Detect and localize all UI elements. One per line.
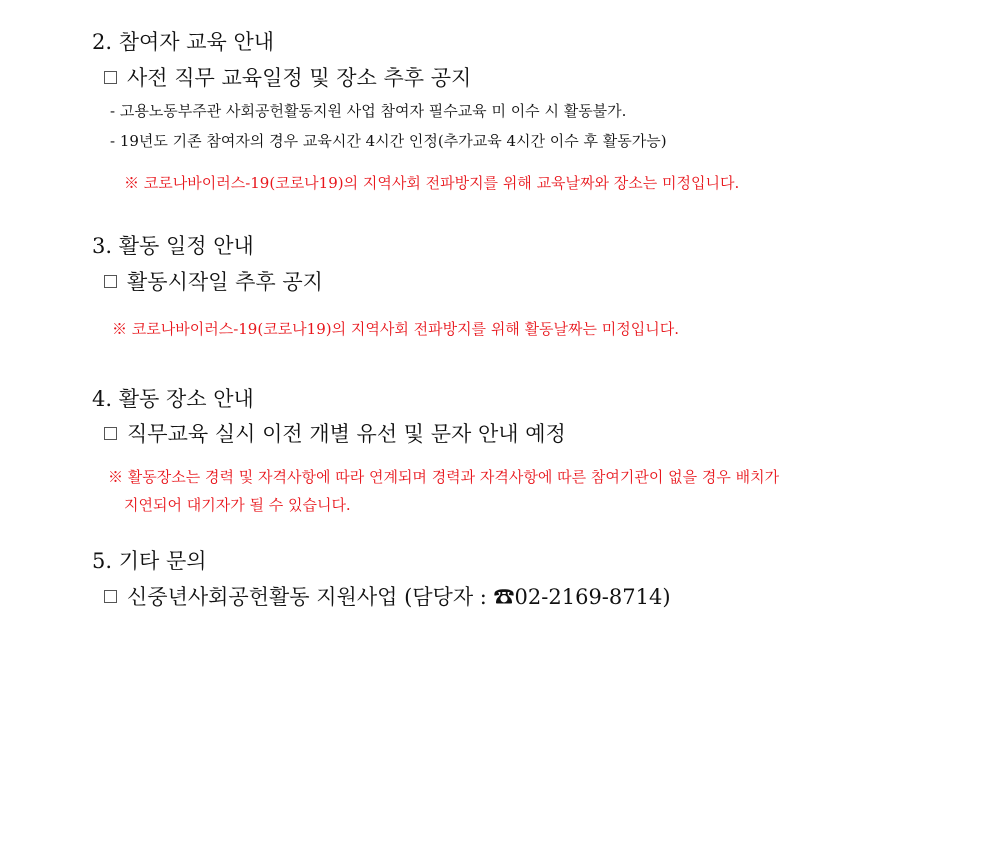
section-5-heading: 5. 기타 문의 — [92, 549, 207, 573]
section-2-item — [104, 62, 471, 92]
section-4-item-text: 직무교육 실시 이전 개별 유선 및 문자 안내 예정 — [127, 422, 566, 446]
section-5-item-text: 신중년사회공헌활동 지원사업 (담당자 : ☎02-2169-8714) — [127, 585, 671, 609]
checkbox-icon — [104, 71, 117, 84]
section-3-heading: 3. 활동 일정 안내 — [92, 234, 254, 258]
section-4-note-line-2: 지연되어 대기자가 될 수 있습니다. — [124, 496, 351, 514]
section-2-bullet-1: - 고용노동부주관 사회공헌활동지원 사업 참여자 필수교육 미 이수 시 활동불가. — [110, 102, 627, 120]
section-2-heading: 2. 참여자 교육 안내 — [92, 30, 275, 54]
section-3-item — [104, 266, 323, 296]
section-4-item — [104, 418, 566, 448]
checkbox-icon — [104, 275, 117, 288]
checkbox-icon — [104, 427, 117, 440]
section-3-note: ※ 코로나바이러스-19(코로나19)의 지역사회 전파방지를 위해 활동날짜는 미정입니다. — [112, 320, 680, 338]
section-3-item-text: 활동시작일 추후 공지 — [127, 270, 323, 294]
section-4-heading: 4. 활동 장소 안내 — [92, 387, 254, 411]
checkbox-icon — [104, 590, 117, 603]
section-2-bullet-2: - 19년도 기존 참여자의 경우 교육시간 4시간 인정(추가교육 4시간 이수 후 활동가능) — [110, 132, 667, 150]
section-4-note-line-1: ※ 활동장소는 경력 및 자격사항에 따라 연계되며 경력과 자격사항에 따른 참여기관이 없을 경우 배치가 — [108, 468, 780, 486]
section-2-item-text: 사전 직무 교육일정 및 장소 추후 공지 — [127, 66, 472, 90]
section-5-item — [104, 581, 671, 611]
section-2-note: ※ 코로나바이러스-19(코로나19)의 지역사회 전파방지를 위해 교육날짜와 장소는 미정입니다. — [124, 174, 740, 192]
